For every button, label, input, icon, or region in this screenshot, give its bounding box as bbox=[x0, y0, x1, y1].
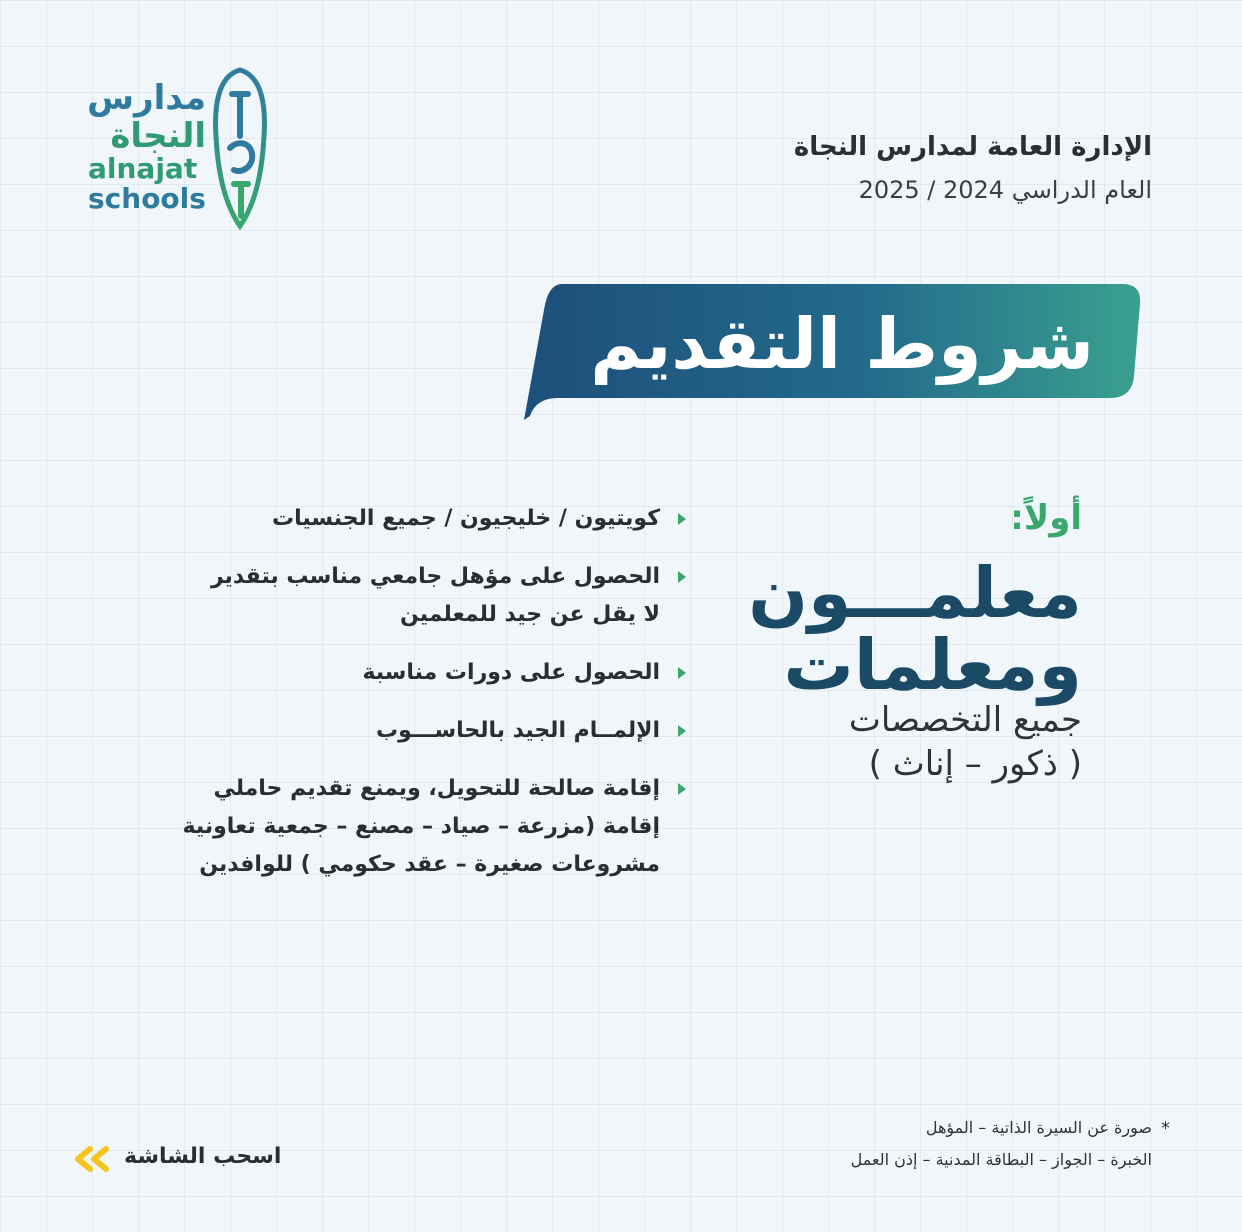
condition-text: لا يقل عن جيد للمعلمين bbox=[399, 602, 660, 627]
organization-title: الإدارة العامة لمدارس النجاة bbox=[793, 132, 1152, 162]
role-title-line-2: ومعلمات bbox=[783, 624, 1082, 706]
triangle-bullet-icon bbox=[678, 667, 686, 679]
list-item bbox=[82, 500, 682, 538]
condition-text: إقامة صالحة للتحويل، ويمنع تقديم حاملي bbox=[213, 776, 660, 801]
list-item bbox=[82, 654, 682, 692]
logo-english-line-2: schools bbox=[88, 182, 206, 215]
asterisk-marker: * bbox=[1161, 1118, 1170, 1139]
logo-arabic-line-1: مدارس bbox=[87, 78, 206, 118]
condition-text: مشروعات صغيرة – عقد حكومي ) للوافدين bbox=[199, 852, 660, 877]
swipe-hint-label[interactable]: اسحب الشاشة bbox=[124, 1144, 282, 1169]
page-title: شروط التقديم bbox=[590, 303, 1094, 385]
triangle-bullet-icon bbox=[678, 783, 686, 795]
triangle-bullet-icon bbox=[678, 513, 686, 525]
list-item bbox=[82, 770, 682, 884]
specialties-text: جميع التخصصات bbox=[848, 700, 1082, 740]
title-banner bbox=[522, 280, 1144, 420]
documents-line-2: الخبرة – الجواز – البطاقة المدنية – إذن العمل bbox=[850, 1150, 1152, 1169]
school-logo bbox=[88, 66, 278, 236]
condition-text: الحصول على دورات مناسبة bbox=[362, 660, 660, 685]
condition-text: الإلمــام الجيد بالحاســـوب bbox=[375, 718, 660, 743]
condition-text: الحصول على مؤهل جامعي مناسب بتقدير bbox=[210, 564, 660, 589]
section-first-label: أولاً: bbox=[1010, 498, 1082, 538]
logo-english-line-1: alnajat bbox=[88, 152, 198, 185]
list-item bbox=[82, 558, 682, 634]
alnajat-calligraphy-logo-icon bbox=[208, 66, 272, 231]
triangle-bullet-icon bbox=[678, 571, 686, 583]
documents-line-1: صورة عن السيرة الذاتية – المؤهل bbox=[925, 1118, 1152, 1137]
triangle-bullet-icon bbox=[678, 725, 686, 737]
double-chevron-left-icon[interactable] bbox=[70, 1146, 112, 1172]
genders-text: ( ذكور – إناث ) bbox=[868, 744, 1082, 784]
conditions-list bbox=[82, 500, 682, 904]
list-item bbox=[82, 712, 682, 750]
condition-text: إقامة (مزرعة – صياد – مصنع – جمعية تعاونية bbox=[182, 814, 660, 839]
role-title-line-1: معلمـــون bbox=[748, 552, 1082, 634]
logo-arabic-line-2: النجاة bbox=[110, 116, 206, 156]
condition-text: كويتيون / خليجيون / جميع الجنسيات bbox=[272, 506, 660, 531]
academic-year: العام الدراسي 2024 / 2025 bbox=[858, 176, 1152, 204]
